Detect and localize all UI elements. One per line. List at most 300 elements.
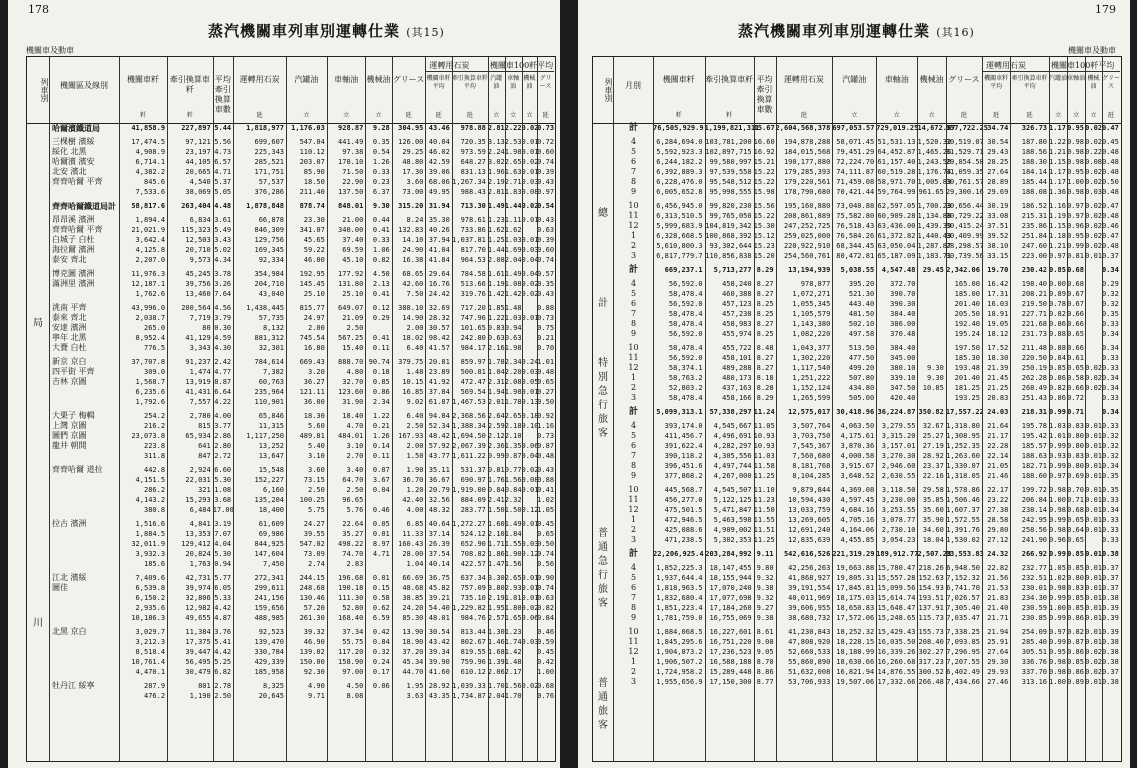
cell-value: 0.02 (521, 604, 539, 612)
summary-row (593, 407, 1121, 417)
header-unit: 立 (493, 112, 500, 119)
cell-value: 94.84 (428, 412, 450, 420)
cell-value: 961.65 (918, 188, 944, 196)
row-label: 吉林 京圖 (52, 377, 87, 386)
cell-value: 11.23 (753, 496, 775, 504)
cell-value: 1.19 (487, 280, 505, 288)
side-label: 總 (598, 208, 608, 219)
cell-value: 13,252 (258, 442, 285, 450)
cell-value: 185.00 (954, 290, 980, 298)
cell-value: 6,150.2 (135, 594, 166, 602)
cell-value: 0.01 (521, 388, 539, 396)
cell-value: 326.73 (1021, 124, 1048, 132)
cell-value: 201.40 (954, 374, 980, 382)
cell-value: 18.12 (987, 330, 1009, 338)
cell-value: 304.95 (398, 124, 424, 132)
cell-value: 234.30 (1021, 594, 1048, 602)
table-row (593, 515, 1121, 525)
cell-value: 11.25 (753, 472, 775, 480)
row-label: 4 (630, 279, 637, 288)
cell-value: 0.24 (372, 658, 390, 666)
cell-value: 165.00 (954, 280, 980, 288)
row-label: 2 (630, 667, 637, 676)
cell-value: 1,851,223.4 (656, 604, 703, 612)
cell-value: 0.48 (1101, 212, 1119, 220)
cell-value: 302.27 (918, 648, 944, 656)
cell-value: 31,529.71 (945, 148, 984, 156)
cell-value: 131.80 (338, 280, 364, 288)
cell-value: 7,545,367 (792, 442, 831, 450)
cell-value: 21.71 (987, 614, 1009, 622)
cell-value: 4.71 (372, 550, 390, 558)
cell-value: 1,143,380 (792, 320, 831, 328)
cell-value: 16.76 (428, 280, 450, 288)
cell-value: 0.24 (521, 358, 539, 366)
cell-value: 15.67 (753, 124, 775, 132)
cell-value: 227,897 (181, 124, 211, 132)
cell-value: 24.42 (428, 290, 450, 298)
cell-value: 16.85 (402, 388, 424, 396)
side-label: 局 (33, 318, 43, 329)
table-row (27, 539, 555, 549)
cell-value: 0.37 (1101, 564, 1119, 572)
cell-value: 1.01 (1049, 432, 1066, 440)
cell-value: 63,050.04 (877, 242, 916, 250)
cell-value: 652.90 (460, 540, 486, 548)
cell-value: 18.04 (922, 536, 944, 544)
cell-value: 3,915.67 (840, 462, 875, 470)
header-sub: グリース (1101, 75, 1120, 90)
cell-value: 58,478.4 (668, 394, 703, 402)
cell-value: 0.32 (1101, 452, 1119, 460)
cell-value: 230.59 (1021, 604, 1048, 612)
cell-value: 4,369.08 (840, 486, 875, 494)
cell-value: 884.09 (460, 496, 486, 504)
table-row (593, 613, 1121, 623)
cell-value: 4,841 (189, 520, 211, 528)
cell-value: 7,382 (262, 368, 285, 376)
cell-value: 1.50 (487, 506, 505, 514)
column-rule (425, 57, 426, 761)
table-row (593, 593, 1121, 603)
cell-value: 0.88 (537, 476, 555, 484)
row-label: 5 (630, 147, 637, 156)
cell-value: 1,724,958.2 (656, 668, 703, 676)
cell-value: 1.42 (487, 290, 505, 298)
table-row (27, 583, 555, 593)
table-row (27, 475, 555, 485)
cell-value: 59.22 (303, 246, 325, 254)
cell-value: 15.21 (753, 158, 775, 166)
cell-value: 9.08 (756, 638, 774, 646)
header-unit: 瓩 (256, 112, 263, 119)
cell-value: 481.50 (848, 310, 875, 318)
cell-value: 0.01 (521, 584, 539, 592)
table-row (593, 201, 1121, 211)
column-rule (754, 57, 755, 761)
cell-value: 0.01 (1085, 584, 1103, 592)
cell-value: 1,265,599 (792, 394, 831, 402)
cell-value: 218.31 (1021, 408, 1048, 416)
cell-value: 471,238.5 (664, 536, 703, 544)
cell-value: 0.33 (1101, 394, 1119, 402)
cell-value: 0.82 (372, 256, 390, 264)
column-rule (286, 57, 287, 761)
cell-value: 155.73 (918, 628, 944, 636)
cell-value: 2.10 (504, 432, 522, 440)
cell-value: 0.34 (1101, 462, 1119, 470)
column-rule (1102, 57, 1103, 761)
cell-value: 154.93 (918, 584, 944, 592)
cell-value: 6.57 (214, 158, 232, 166)
cell-value: 1.44 (504, 202, 522, 210)
cell-value: 18,400 (258, 506, 285, 514)
cell-value: 13,353 (185, 530, 211, 538)
cell-value: 21.25 (987, 384, 1009, 392)
cell-value: 59,764.99 (877, 188, 916, 196)
cell-value: 37.54 (428, 550, 450, 558)
cell-value: 254.09 (1021, 628, 1048, 636)
table-row (27, 177, 555, 187)
cell-value: 96.65 (342, 496, 364, 504)
cell-value: 0.84 (504, 486, 522, 494)
cell-value: 46.90 (303, 638, 325, 646)
cell-value: 4,547.48 (881, 266, 916, 274)
cell-value: 2.19 (487, 178, 505, 186)
cell-value: 0.02 (1085, 178, 1103, 186)
cell-value: 1.49 (504, 270, 522, 278)
cell-value: 0.64 (1067, 526, 1084, 534)
cell-value: 1.06 (372, 246, 390, 254)
cell-value: 0.39 (537, 168, 555, 176)
cell-value: 0.48 (1101, 158, 1119, 166)
cell-value: 10,186.3 (131, 614, 166, 622)
header-rule (425, 71, 554, 72)
cell-value: 40.26 (428, 226, 450, 234)
cell-value: 11.10 (753, 486, 775, 494)
cell-value: 411,456.7 (664, 432, 703, 440)
cell-value: 76,584.26 (836, 232, 875, 240)
cell-value: 61,372.82 (877, 232, 916, 240)
cell-value: 0.60 (537, 148, 555, 156)
cell-value: 193.48 (954, 364, 980, 372)
cell-value: 1.95 (487, 604, 505, 612)
cell-value: 928.87 (338, 124, 364, 132)
cell-value: 845.6 (143, 178, 166, 186)
cell-value: 185.30 (954, 354, 980, 362)
table-row (27, 147, 555, 157)
column-rule (946, 57, 947, 761)
row-label: 6 (630, 157, 637, 166)
cell-value: 0.68 (1067, 266, 1084, 274)
column-rule (327, 57, 328, 761)
cell-value: 232.51 (1021, 574, 1048, 582)
column-rule (365, 57, 366, 761)
cell-value: 1,884,068.5 (656, 628, 703, 636)
cell-value: 22,206,925.4 (653, 550, 704, 558)
cell-value: 0.01 (1085, 594, 1103, 602)
cell-value: 32.69 (428, 304, 450, 312)
cell-value: 0.66 (1067, 384, 1084, 392)
table-row (27, 343, 555, 353)
cell-value: 27.19 (922, 442, 944, 450)
cell-value: 0.03 (521, 540, 539, 548)
cell-value: 52,660,533 (788, 648, 831, 656)
cell-value: 37.84 (428, 388, 450, 396)
cell-value: 203.07 (299, 158, 325, 166)
cell-value: 9,573 (189, 256, 211, 264)
cell-value: 1.23 (504, 628, 522, 636)
cell-value: 97.00 (342, 668, 364, 676)
cell-value: 0.06 (521, 442, 539, 450)
cell-value: 199.72 (1021, 486, 1048, 494)
cell-value: 73.00 (402, 188, 424, 196)
table-row (593, 157, 1121, 167)
cell-value: 18,650.83 (836, 604, 875, 612)
cell-value: 111.30 (338, 594, 364, 602)
cell-value: 5,038.55 (840, 266, 875, 274)
cell-value: 17,474.5 (131, 138, 166, 146)
cell-value: 29.69 (987, 188, 1009, 196)
cell-value: 152,227 (254, 476, 285, 484)
cell-value: 2,946.60 (881, 462, 916, 470)
cell-value: 984.17 (460, 344, 486, 352)
cell-value: 0.47 (1101, 124, 1119, 132)
cell-value: 569.54 (460, 388, 486, 396)
cell-value: 0.32 (1101, 300, 1119, 308)
cell-value: 4,164.06 (840, 526, 875, 534)
cell-value: 817.70 (460, 246, 486, 254)
column-rule (522, 57, 523, 761)
cell-value: 1,818,963.5 (656, 584, 703, 592)
cell-value: 211.40 (299, 188, 325, 196)
header-unit: 立 (1073, 112, 1080, 119)
cell-value: 390,118.2 (664, 452, 703, 460)
cell-value: 132.83 (398, 226, 424, 234)
cell-value: 190,177,880 (783, 158, 831, 166)
header-grease: グリース (948, 75, 980, 84)
cell-value: 83,553.83 (945, 550, 984, 558)
cell-value: 505.00 (848, 394, 875, 402)
cell-value: 11.25 (753, 536, 775, 544)
cell-value: 41.57 (428, 344, 450, 352)
cell-value: 0.01 (1085, 506, 1103, 514)
cell-value: 2,730.10 (881, 526, 916, 534)
cell-value: 0.08 (521, 476, 539, 484)
header-unit: 瓩 (1026, 112, 1033, 119)
cell-value: 22.64 (342, 520, 364, 528)
cell-value: 2.93 (504, 584, 522, 592)
cell-value: 150.00 (299, 658, 325, 666)
cell-value: 68.06 (428, 178, 450, 186)
table-row (27, 387, 555, 397)
row-label: 7 (630, 309, 637, 318)
cell-value: 0.66 (1067, 344, 1084, 352)
header-unit: 立 (303, 112, 310, 119)
cell-value: 69,986 (258, 530, 285, 538)
cell-value: 265.0 (143, 324, 166, 332)
cell-value: 4,545,507 (713, 486, 752, 494)
cell-value: 0.48 (537, 452, 555, 460)
cell-value: 7,035.47 (946, 614, 980, 622)
cell-value: 425,088.6 (664, 526, 703, 534)
cell-value: 2.83 (346, 560, 364, 568)
cell-value: 0.56 (537, 560, 555, 568)
header-row-type: 列車別 (40, 78, 49, 102)
cell-value: 39.32 (303, 628, 325, 636)
cell-value: 0.12 (372, 304, 390, 312)
cell-value: 9.28 (372, 124, 390, 132)
cell-value: 28.00 (402, 550, 424, 558)
cell-value: 42.60 (402, 280, 424, 288)
cell-value: 20,824 (185, 550, 211, 558)
table-row (593, 231, 1121, 241)
row-label: 昂昂溪 濱洲 (52, 215, 95, 224)
cell-value: 16,339.26 (877, 648, 916, 656)
cell-value: 0.66 (1067, 320, 1084, 328)
cell-value: 205.50 (954, 310, 980, 318)
cell-value: 386.00 (890, 320, 916, 328)
cell-value: 3.02 (487, 158, 505, 166)
cell-value: 458,240 (722, 280, 752, 288)
cell-value: 0.45 (537, 648, 555, 656)
cell-value: 697,053.57 (832, 124, 875, 132)
cell-value: 1,152,124 (792, 384, 831, 392)
cell-value: 5.40 (308, 442, 325, 450)
cell-value: 0.13 (521, 398, 539, 406)
cell-value: 66,878 (258, 216, 285, 224)
cell-value: 3,118.50 (881, 486, 916, 494)
cell-value: 0.48 (1101, 148, 1119, 156)
header-sub: 牽引換算車粁平均 (1011, 75, 1048, 90)
cell-value: 110,856,838 (705, 252, 752, 260)
cell-value: 1.49 (504, 520, 522, 528)
header-unit: 瓩 (405, 112, 412, 119)
cell-value: 43.77 (428, 452, 450, 460)
cell-value: 147,604 (254, 550, 285, 558)
cell-value: 0.04 (372, 486, 390, 494)
table-row (593, 329, 1121, 339)
cell-value: 45,245 (185, 270, 211, 278)
cell-value: 4.87 (214, 614, 232, 622)
cell-value: 1,878,848 (246, 202, 285, 210)
cell-value: 159,656 (254, 604, 285, 612)
header-sub: 汽罐油 (1049, 75, 1068, 82)
cell-value: 251.43 (1021, 394, 1048, 402)
cell-value: 0.83 (1067, 452, 1084, 460)
cell-value: 1,520.32 (917, 138, 952, 146)
column-rule (49, 57, 50, 761)
cell-value: 1,039.33 (452, 682, 486, 690)
cell-value: 1.56 (504, 476, 522, 484)
cell-value: 1,884.5 (135, 530, 166, 538)
cell-value: 10.15 (402, 378, 424, 386)
cell-value: 22.17 (987, 486, 1009, 494)
cell-value: 0.04 (521, 452, 539, 460)
cell-value: 230.42 (1021, 266, 1048, 274)
cell-value: 238.14 (1021, 506, 1048, 514)
cell-value: 16,035.50 (877, 638, 916, 646)
cell-value: 51,531.13 (877, 138, 916, 146)
cell-value: 6,948.50 (946, 564, 980, 572)
cell-value: 8.27 (756, 320, 774, 328)
cell-value: 47,808,920 (788, 638, 831, 646)
cell-value: 2,507.23 (917, 550, 952, 558)
row-label: 江北 濱綏 (52, 573, 87, 582)
cell-value: 18.30 (987, 354, 1009, 362)
cell-value: 1,611.22 (452, 452, 486, 460)
cell-value: 223.8 (143, 442, 166, 450)
cell-value: 21.94 (987, 628, 1009, 636)
cell-value: 15,557.28 (877, 574, 916, 582)
cell-value: 15.98 (753, 188, 775, 196)
cell-value: 1,037.81 (452, 236, 486, 244)
cell-value: 27.12 (987, 536, 1009, 544)
cell-value: 0.34 (1101, 374, 1119, 382)
table-row (593, 211, 1121, 221)
cell-value: 15,289,448 (709, 668, 752, 676)
cell-value: 223.00 (1021, 252, 1048, 260)
cell-value: 2.08 (487, 256, 505, 264)
cell-value: 19,663.88 (836, 564, 875, 572)
cell-value: 6,392,889.3 (656, 168, 703, 176)
cell-value: 458,166 (722, 394, 752, 402)
cell-value: 1.21 (1049, 148, 1066, 156)
cell-value: 0.80 (1067, 432, 1084, 440)
row-label: 齊齊哈爾 平齊 (52, 225, 103, 234)
cell-value: 0.02 (1085, 222, 1103, 230)
cell-value: 0.77 (504, 466, 522, 474)
cell-value: 720.35 (460, 138, 486, 146)
cell-value: 484.01 (338, 432, 364, 440)
cell-value: 437,163 (722, 384, 752, 392)
cell-value: 10.93 (753, 432, 775, 440)
cell-value: 0.43 (537, 466, 555, 474)
cell-value: 0.68 (1067, 280, 1084, 288)
header-sub: 機械油 (523, 75, 536, 90)
cell-value: 61,609 (258, 520, 285, 528)
cell-value: 266.92 (1021, 550, 1048, 558)
cell-value: 1,465.26 (917, 148, 952, 156)
cell-value: 0.74 (537, 256, 555, 264)
cell-value: 4.59 (214, 334, 232, 342)
cell-value: 90.74 (368, 358, 390, 366)
cell-value: 0.99 (1049, 594, 1066, 602)
cell-value: 372.70 (890, 280, 916, 288)
cell-value: 1,578.86 (946, 486, 980, 494)
cell-value: 7,560,680 (792, 452, 831, 460)
cell-value: 24.32 (987, 550, 1009, 558)
table-row (593, 431, 1121, 441)
cell-value: 41.60 (428, 668, 450, 676)
cell-value: 1.05 (537, 506, 555, 514)
cell-value: 41,230,843 (788, 628, 831, 636)
cell-value: 0.99 (1067, 242, 1084, 250)
cell-value: 1.70 (504, 692, 522, 700)
cell-value: 11.24 (753, 408, 775, 416)
cell-value: 2,630.55 (881, 472, 916, 480)
cell-value: 1,763 (189, 560, 211, 568)
cell-value: 801 (198, 682, 211, 690)
table-row (27, 691, 555, 701)
cell-value: 0.03 (1085, 188, 1103, 196)
cell-value: 0.46 (537, 628, 555, 636)
cell-value: 1,287.87 (917, 242, 952, 250)
cell-value: 6.59 (372, 614, 390, 622)
cell-value: 14.90 (402, 314, 424, 322)
row-label: 11 (628, 211, 639, 220)
cell-value: 15,248.65 (877, 614, 916, 622)
